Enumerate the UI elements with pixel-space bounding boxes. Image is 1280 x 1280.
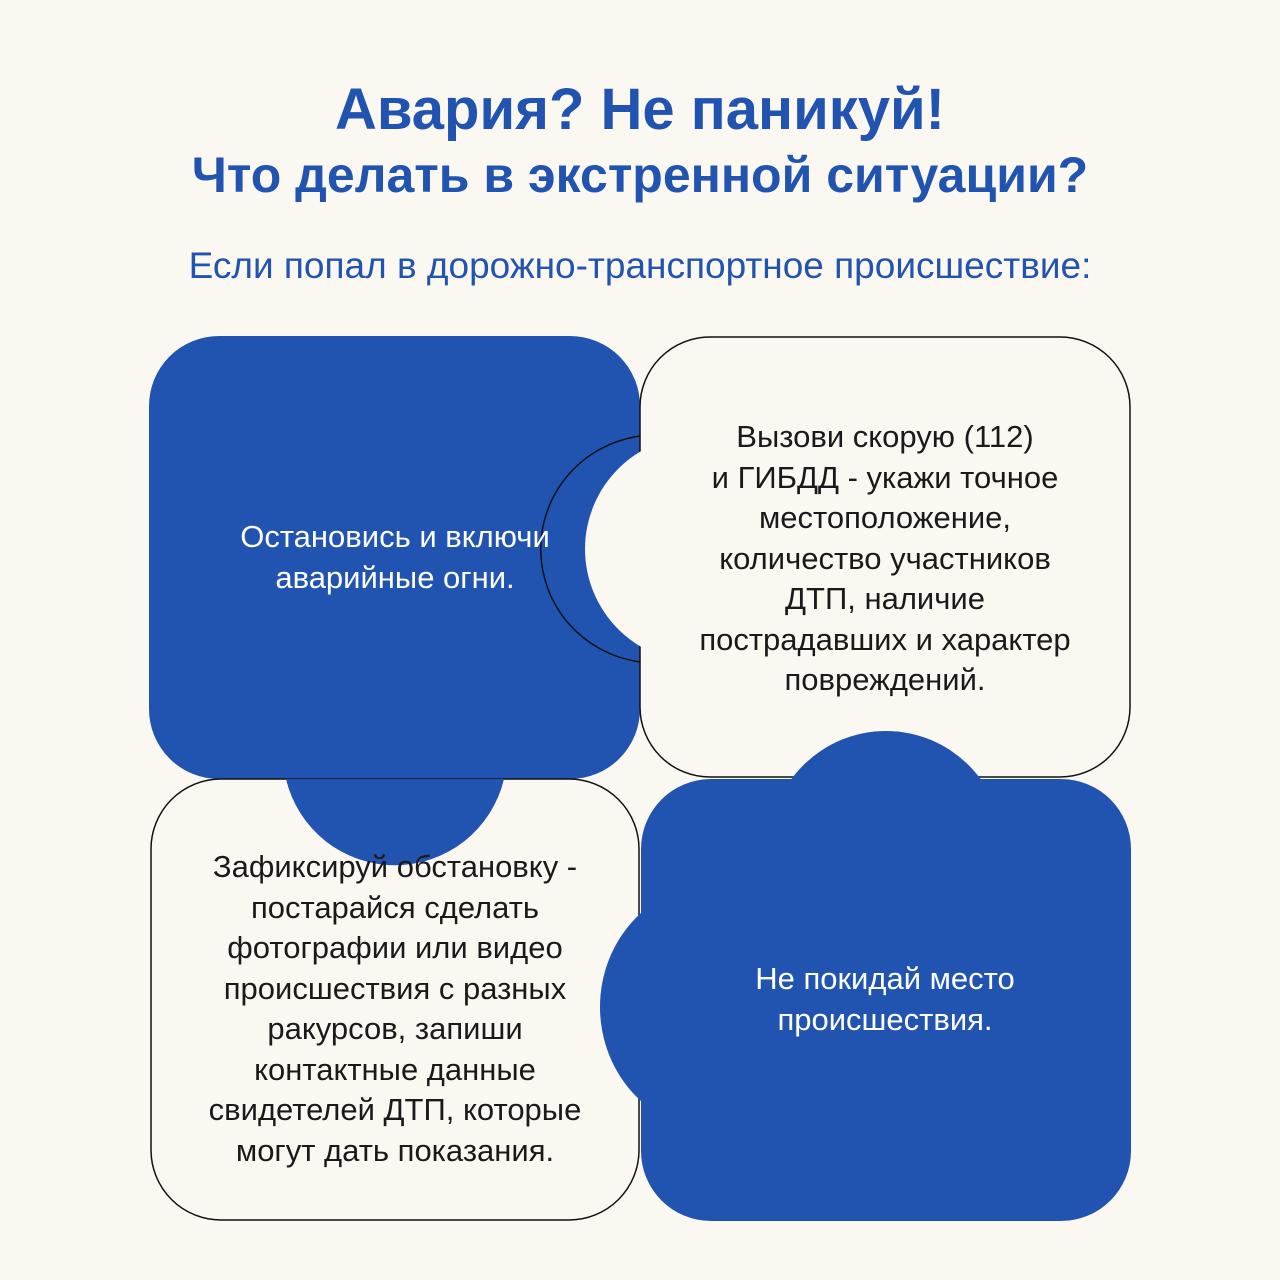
card-record-line: постарайся сделать <box>250 889 540 925</box>
card-stop-line: Остановись и включи <box>240 519 550 554</box>
card-stay-text <box>660 959 1110 1040</box>
card-call-line: повреждений. <box>784 662 986 697</box>
card-record-line: происшествия с разных <box>223 970 567 1006</box>
intro-text: Если попал в дорожно-транспортное происшествие: <box>188 245 1092 286</box>
card-record-line: фотографии или видео <box>227 930 563 965</box>
card-call-line: ДТП, наличие <box>785 581 985 616</box>
card-call-line: пострадавших и характер <box>699 621 1071 657</box>
card-stop-line: аварийные огни. <box>275 559 515 595</box>
card-stay-line: происшествия. <box>777 1001 993 1037</box>
card-record-line: свидетелей ДТП, которые <box>208 1092 582 1127</box>
card-stop-text <box>170 517 620 598</box>
card-call-line: и ГИБДД - укажи точное <box>711 459 1059 495</box>
card-call-line: Вызови скорую (112) <box>736 419 1034 454</box>
card-record-line: могут дать показания. <box>235 1132 555 1168</box>
card-stay-line: Не покидай место <box>755 961 1015 996</box>
card-record-text <box>151 847 639 1171</box>
page-subtitle: Что делать в экстренной ситуации? <box>191 147 1089 203</box>
card-call-line: количество участников <box>719 540 1051 576</box>
card-call-text <box>640 417 1130 701</box>
card-record-line: ракурсов, запиши <box>267 1011 523 1046</box>
card-call-line: местоположение, <box>758 500 1012 535</box>
card-record-line: контактные данные <box>254 1051 536 1087</box>
card-record-line: Зафиксируй обстановку - <box>212 849 578 884</box>
page-title: Авария? Не паникуй! <box>335 77 945 142</box>
